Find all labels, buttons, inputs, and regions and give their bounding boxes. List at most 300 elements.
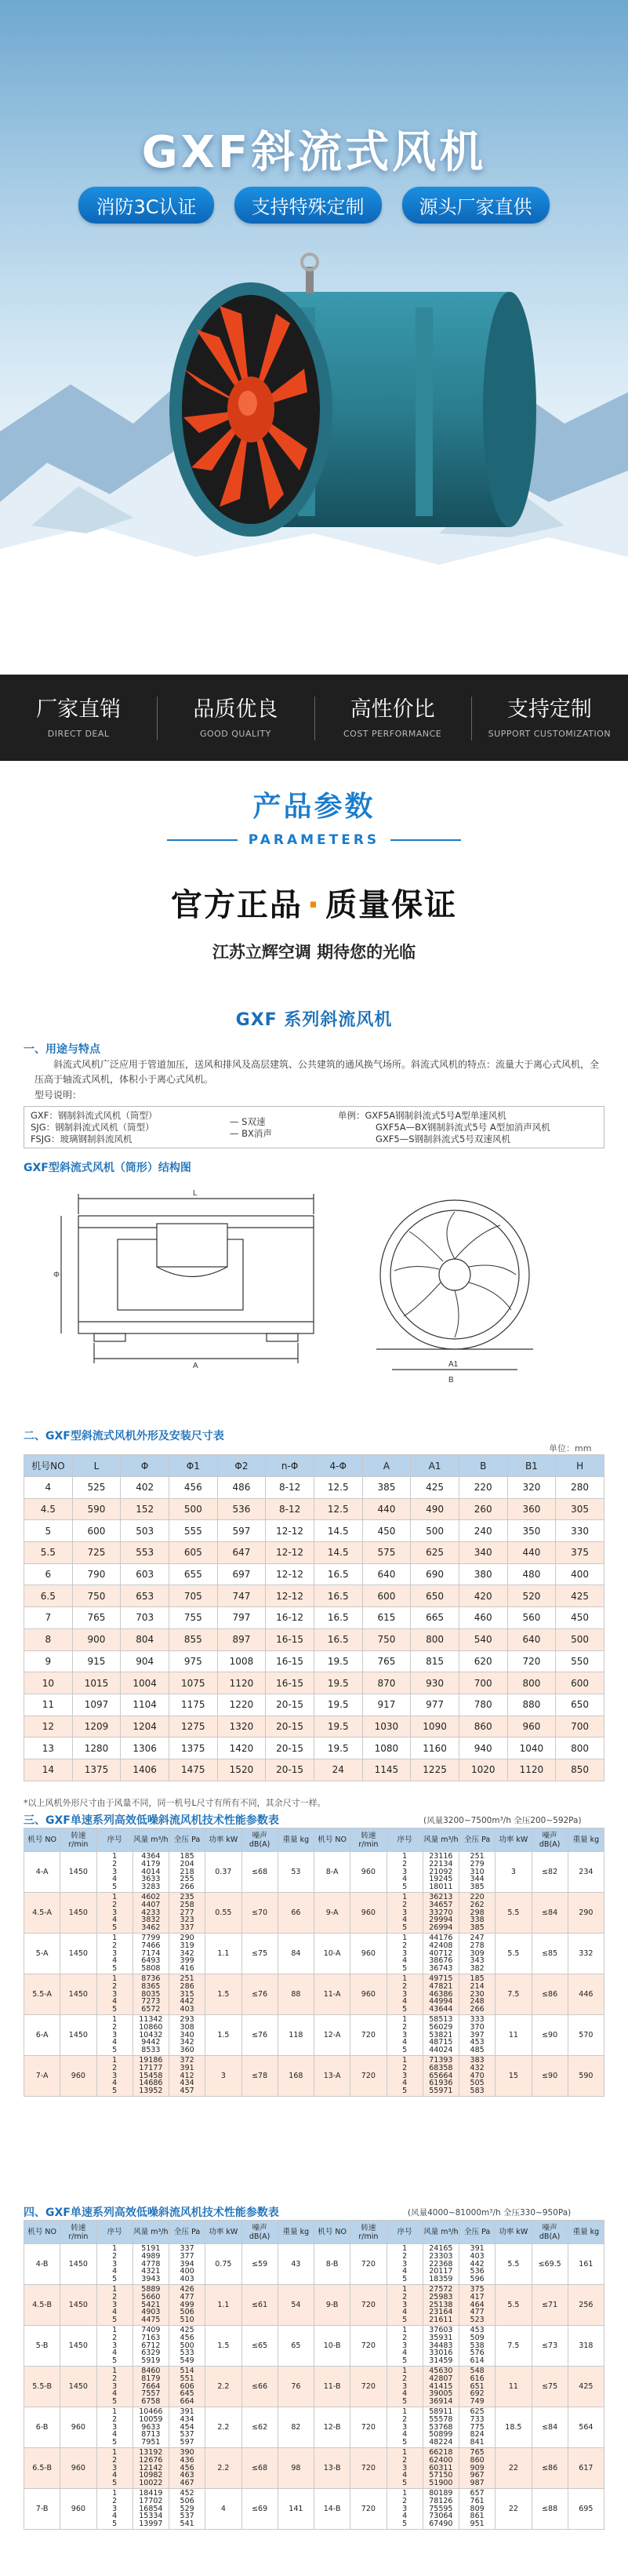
perf-cell: 720: [350, 2447, 387, 2488]
perf-cell: 66218 62400 60311 57150 51900: [423, 2447, 459, 2488]
perf-header-cell: 全压 Pa: [459, 1828, 496, 1852]
perf-cell: 0.37: [205, 1852, 241, 1893]
perf-cell: 19186 17177 15458 14686 13952: [132, 2055, 169, 2096]
dimension-table: [24, 1454, 604, 1781]
perf-cell: 8-A: [314, 1852, 350, 1893]
perf-header-cell: 功率 kW: [496, 2221, 532, 2244]
perf-cell: ≤88: [532, 2488, 568, 2529]
perf-cell: 247 278 309 343 382: [459, 1933, 496, 1974]
perf-cell: 2.2: [205, 2366, 241, 2407]
perf-cell: ≤84: [532, 2407, 568, 2447]
perf-cell: 1 2 3 4 5: [387, 2244, 423, 2285]
fan-product-image: [102, 235, 557, 565]
perf-cell: 84: [278, 1933, 314, 1974]
dim-cell: 800: [411, 1628, 459, 1650]
table-row: [24, 2284, 604, 2325]
perf-cell: 1 2 3 4 5: [387, 2284, 423, 2325]
perf-cell: 548 616 651 692 749: [459, 2366, 496, 2407]
perf-cell: 18419 17702 16854 15334 13997: [132, 2488, 169, 2529]
perf-cell: 1450: [60, 1933, 96, 1974]
perf-cell: 765 860 909 967 987: [459, 2447, 496, 2488]
perf-cell: 6-B: [24, 2407, 60, 2447]
perf-cell: 3: [205, 2055, 241, 2096]
dim-cell: 700: [459, 1672, 507, 1694]
perf-cell: 23116 22134 21092 19245 18011: [423, 1852, 459, 1893]
perf-cell: 98: [278, 2447, 314, 2488]
perf-cell: 54: [278, 2284, 314, 2325]
model-example-3: GXF5—S钢制斜流式5号双速风机: [376, 1133, 510, 1144]
dim-cell: 152: [121, 1498, 169, 1520]
perf-cell: 1 2 3 4 5: [96, 2447, 132, 2488]
perf-cell: 290: [568, 1892, 604, 1933]
dim-cell: 385: [362, 1477, 411, 1499]
perf-cell: 44176 42408 40712 38676 36743: [423, 1933, 459, 1974]
perf-cell: 7-B: [24, 2488, 60, 2529]
dim-cell: 420: [459, 1585, 507, 1607]
dim-cell: 503: [121, 1520, 169, 1542]
advantage-good-quality: 品质优良 GOOD QUALITY: [157, 675, 314, 761]
perf-cell: 960: [60, 2447, 96, 2488]
pill-3c-cert: 消防3C认证: [78, 187, 213, 224]
perf-header-cell: 全压 Pa: [169, 1828, 205, 1852]
perf-header-cell: 风量 m³/h: [423, 2221, 459, 2244]
perf-cell: 5.5: [496, 1933, 532, 1974]
dim-cell: 1080: [362, 1737, 411, 1759]
table-row: [24, 1852, 604, 1893]
table-row: [24, 1759, 604, 1781]
perf-cell: 1 2 3 4 5: [387, 2407, 423, 2447]
perf-cell: ≤61: [241, 2284, 278, 2325]
dim-cell: 360: [507, 1498, 556, 1520]
dim-cell: 1075: [169, 1672, 217, 1694]
dim-cell: 977: [411, 1694, 459, 1716]
perf-cell: 720: [350, 2407, 387, 2447]
perf-cell: 43: [278, 2244, 314, 2285]
dim-cell: 750: [362, 1628, 411, 1650]
dim-cell: 1160: [411, 1737, 459, 1759]
dim-cell: 780: [459, 1694, 507, 1716]
dim-cell: 5: [24, 1520, 73, 1542]
dim-cell: 1225: [411, 1759, 459, 1781]
perf-cell: 71393 68358 65664 61936 55971: [423, 2055, 459, 2096]
perf-cell: 720: [350, 2014, 387, 2055]
dim-cell: 20-15: [266, 1694, 314, 1716]
perf-header-cell: 机号 NO: [24, 2221, 60, 2244]
section-dimensions: 二、GXF型斜流式风机外形及安装尺寸表: [24, 1430, 224, 1443]
slogan-dot: ·: [307, 887, 321, 923]
dim-cell: 8-12: [266, 1498, 314, 1520]
table-row: [24, 1892, 604, 1933]
dim-cell: 4: [24, 1477, 73, 1499]
perf-cell: 12-B: [314, 2407, 350, 2447]
perf-cell: ≤62: [241, 2407, 278, 2447]
perf-cell: 0.55: [205, 1892, 241, 1933]
dim-cell: 647: [217, 1542, 266, 1564]
perf-cell: 7799 7466 7174 6493 5808: [132, 1933, 169, 1974]
dim-cell: 697: [217, 1563, 266, 1585]
perf-cell: ≤70: [241, 1892, 278, 1933]
perf-cell: 53: [278, 1852, 314, 1893]
params-header: [0, 784, 628, 848]
dim-cell: 8-12: [266, 1477, 314, 1499]
perf-table-4: [24, 2220, 604, 2530]
dim-cell: 750: [72, 1585, 121, 1607]
hero-banner: [0, 0, 628, 675]
feature-pills: [0, 187, 628, 224]
table-row: [24, 1542, 604, 1564]
dim-cell: 797: [217, 1607, 266, 1629]
dim-cell: 20-15: [266, 1737, 314, 1759]
perf-cell: 514 551 606 645 664: [169, 2366, 205, 2407]
perf-cell: 4-A: [24, 1852, 60, 1893]
perf-cell: 4602 4407 4233 3832 3462: [132, 1892, 169, 1933]
dim-header-cell: Φ: [121, 1455, 169, 1477]
perf-cell: 960: [350, 1933, 387, 1974]
structure-drawing: [47, 1177, 580, 1388]
perf-header-cell: 噪声 dB(A): [532, 1828, 568, 1852]
hero-title: GXF斜流式风机: [141, 127, 487, 178]
perf-header-cell: 全压 Pa: [169, 2221, 205, 2244]
perf-cell: 720: [350, 2325, 387, 2366]
perf-header-cell: 风量 m³/h: [423, 1828, 459, 1852]
perf-cell: 375 417 464 477 523: [459, 2284, 496, 2325]
perf-cell: 6-A: [24, 2014, 60, 2055]
perf-cell: 13192 12676 12142 10982 10022: [132, 2447, 169, 2488]
dim-cell: 897: [217, 1628, 266, 1650]
perf-header-cell: 功率 kW: [496, 1828, 532, 1852]
dim-cell: 1475: [169, 1759, 217, 1781]
usage-paragraph: 斜流式风机广泛应用于管道加压，送风和排风及高层建筑、公共建筑的通风换气场所。斜流式风机的特点：流量大于离心式风机，全压高于轴流式风机，体积小于离心式风机。: [34, 1059, 600, 1085]
perf-cell: ≤86: [532, 2447, 568, 2488]
dim-cell: 12-12: [266, 1520, 314, 1542]
perf-cell: 58513 56029 53821 48715 44024: [423, 2014, 459, 2055]
dim-cell: 12.5: [314, 1477, 362, 1499]
perf-cell: ≤69: [241, 2488, 278, 2529]
perf-cell: ≤66: [241, 2366, 278, 2407]
dim-header-cell: 机号NO: [24, 1455, 73, 1477]
dim-cell: 553: [121, 1542, 169, 1564]
dim-cell: 1040: [507, 1737, 556, 1759]
perf-cell: 8-B: [314, 2244, 350, 2285]
perf-cell: 65: [278, 2325, 314, 2366]
perf-cell: 5889 5660 5421 4903 4475: [132, 2284, 169, 2325]
dim-cell: 5.5: [24, 1542, 73, 1564]
perf-cell: 11-A: [314, 1974, 350, 2014]
dim-header-cell: B: [459, 1455, 507, 1477]
perf-cell: 13-A: [314, 2055, 350, 2096]
dim-cell: 605: [169, 1542, 217, 1564]
perf-cell: 9-A: [314, 1892, 350, 1933]
dim-cell: 560: [507, 1607, 556, 1629]
dim-cell: 1420: [217, 1737, 266, 1759]
perf-cell: 1.5: [205, 2325, 241, 2366]
perf-cell: 24165 23303 22368 20117 18359: [423, 2244, 459, 2285]
perf-cell: 11: [496, 2366, 532, 2407]
dim-cell: 19.5: [314, 1650, 362, 1672]
perf-cell: 185 204 218 255 266: [169, 1852, 205, 1893]
table-row: [24, 2055, 604, 2096]
perf-cell: 695: [568, 2488, 604, 2529]
dim-cell: 690: [411, 1563, 459, 1585]
perf-cell: 425 456 500 533 549: [169, 2325, 205, 2366]
dim-header-cell: Φ2: [217, 1455, 266, 1477]
drawing-title: GXF型斜流式风机（筒形）结构图: [24, 1162, 191, 1174]
dim-cell: 1280: [72, 1737, 121, 1759]
dim-cell: 653: [121, 1585, 169, 1607]
perf-cell: 391 434 454 537 597: [169, 2407, 205, 2447]
perf-cell: ≤84: [532, 1892, 568, 1933]
perf-cell: 1 2 3 4 5: [96, 1933, 132, 1974]
params-title-cn: 产品参数: [252, 791, 376, 823]
perf-cell: 960: [350, 1974, 387, 2014]
dim-cell: 650: [411, 1585, 459, 1607]
perf-cell: 4: [205, 2488, 241, 2529]
dim-cell: 460: [459, 1607, 507, 1629]
perf-header-cell: 噪声 dB(A): [532, 2221, 568, 2244]
dim-cell: 440: [362, 1498, 411, 1520]
dim-header-cell: n-Φ: [266, 1455, 314, 1477]
slogan: [0, 880, 628, 925]
svg-text:B: B: [448, 1376, 454, 1384]
perf-cell: 1 2 3 4 5: [387, 2366, 423, 2407]
perf-header-cell: 序号: [387, 2221, 423, 2244]
table-row: [24, 1716, 604, 1737]
perf-cell: ≤69.5: [532, 2244, 568, 2285]
divider-line-left: [167, 839, 238, 841]
dim-cell: 1275: [169, 1716, 217, 1737]
dim-cell: 975: [169, 1650, 217, 1672]
perf-cell: 1450: [60, 1892, 96, 1933]
perf-cell: 168: [278, 2055, 314, 2096]
perf-cell: 720: [350, 2366, 387, 2407]
perf-cell: 720: [350, 2488, 387, 2529]
perf-cell: 8460 8179 7664 7557 6758: [132, 2366, 169, 2407]
perf-cell: ≤76: [241, 1974, 278, 2014]
dim-cell: 800: [507, 1672, 556, 1694]
perf-cell: 235 258 277 323 337: [169, 1892, 205, 1933]
doc-title: GXF 系列斜流风机: [235, 1010, 393, 1030]
dim-header-cell: L: [72, 1455, 121, 1477]
perf-cell: 960: [60, 2407, 96, 2447]
perf-cell: 27572 25983 25138 23164 21611: [423, 2284, 459, 2325]
perf-3-range: (风量3200~7500m³/h 全压200~592Pa): [423, 1816, 582, 1825]
table-row: [24, 1607, 604, 1629]
perf-cell: ≤65: [241, 2325, 278, 2366]
perf-cell: ≤75: [241, 1933, 278, 1974]
table-row: [24, 1672, 604, 1694]
dim-header-cell: 4-Φ: [314, 1455, 362, 1477]
dim-cell: 536: [217, 1498, 266, 1520]
dim-cell: 700: [556, 1716, 604, 1737]
dim-cell: 19.5: [314, 1694, 362, 1716]
perf-cell: 1 2 3 4 5: [96, 2366, 132, 2407]
perf-cell: 82: [278, 2407, 314, 2447]
perf-header-cell: 序号: [96, 1828, 132, 1852]
perf-cell: 425: [568, 2366, 604, 2407]
table-row: [24, 1933, 604, 1974]
perf-cell: 1 2 3 4 5: [387, 2488, 423, 2529]
perf-cell: 76: [278, 2366, 314, 2407]
perf-cell: 45630 42807 41415 39005 36914: [423, 2366, 459, 2407]
dim-cell: 375: [556, 1542, 604, 1564]
perf-cell: 293 308 340 342 360: [169, 2014, 205, 2055]
dim-cell: 1008: [217, 1650, 266, 1672]
dim-cell: 20-15: [266, 1716, 314, 1737]
dim-cell: 870: [362, 1672, 411, 1694]
perf-cell: 1 2 3 4 5: [387, 2014, 423, 2055]
dim-cell: 555: [169, 1520, 217, 1542]
dim-cell: 450: [556, 1607, 604, 1629]
perf-cell: 1 2 3 4 5: [387, 1892, 423, 1933]
advantage-cost-performance: 高性价比 COST PERFORMANCE: [314, 675, 471, 761]
advantage-direct-deal: 厂家直销 DIRECT DEAL: [36, 697, 122, 739]
perf-cell: 1 2 3 4 5: [96, 2325, 132, 2366]
dim-cell: 16.5: [314, 1628, 362, 1650]
perf-cell: 1 2 3 4 5: [96, 2014, 132, 2055]
perf-cell: 220 262 298 338 385: [459, 1892, 496, 1933]
dim-cell: 500: [556, 1628, 604, 1650]
perf-cell: 391 403 442 536 596: [459, 2244, 496, 2285]
model-example-1: 单例：GXF5A钢制斜流式5号A型单速风机: [338, 1110, 506, 1121]
perf-cell: 5191 4989 4778 4321 3943: [132, 2244, 169, 2285]
perf-cell: ≤90: [532, 2055, 568, 2096]
perf-cell: 1 2 3 4 5: [387, 1933, 423, 1974]
perf-header-cell: 机号 NO: [314, 1828, 350, 1852]
dim-cell: 425: [411, 1477, 459, 1499]
table-row: [24, 1498, 604, 1520]
dim-cell: 9: [24, 1650, 73, 1672]
dim-cell: 220: [459, 1477, 507, 1499]
perf-cell: 5-A: [24, 1933, 60, 1974]
perf-cell: 11: [496, 2014, 532, 2055]
dim-cell: 1306: [121, 1737, 169, 1759]
dim-cell: 500: [169, 1498, 217, 1520]
perf-header-cell: 重量 kg: [568, 2221, 604, 2244]
dim-cell: 1004: [121, 1672, 169, 1694]
dim-cell: 19.5: [314, 1672, 362, 1694]
svg-text:A: A: [193, 1362, 198, 1370]
dim-cell: 550: [556, 1650, 604, 1672]
perf-cell: 185 214 230 248 266: [459, 1974, 496, 2014]
dim-cell: 14.5: [314, 1520, 362, 1542]
perf-cell: 960: [350, 1892, 387, 1933]
dim-cell: 765: [72, 1607, 121, 1629]
dim-cell: 13: [24, 1737, 73, 1759]
dim-cell: 603: [121, 1563, 169, 1585]
perf-header-cell: 风量 m³/h: [132, 1828, 169, 1852]
divider-line-right: [390, 839, 461, 841]
pill-custom: 支持特殊定制: [234, 187, 382, 224]
perf-header-cell: 重量 kg: [568, 1828, 604, 1852]
dim-cell: 12.5: [314, 1498, 362, 1520]
dim-cell: 14.5: [314, 1542, 362, 1564]
dim-cell: 1120: [217, 1672, 266, 1694]
dim-cell: 11: [24, 1694, 73, 1716]
perf-cell: 4-B: [24, 2244, 60, 2285]
perf-cell: 960: [350, 1852, 387, 1893]
model-desc-label: 型号说明：: [34, 1090, 82, 1101]
perf-cell: 161: [568, 2244, 604, 2285]
dim-cell: 12-12: [266, 1563, 314, 1585]
dim-cell: 755: [169, 1607, 217, 1629]
dim-cell: 1097: [72, 1694, 121, 1716]
perf-table-3: [24, 1828, 604, 2097]
dim-cell: 16-12: [266, 1607, 314, 1629]
perf-cell: 5.5-A: [24, 1974, 60, 2014]
dim-cell: 486: [217, 1477, 266, 1499]
perf-cell: 332: [568, 1933, 604, 1974]
perf-cell: 1.5: [205, 1974, 241, 2014]
dim-cell: 600: [72, 1520, 121, 1542]
dim-cell: 16-15: [266, 1650, 314, 1672]
perf-cell: 9-B: [314, 2284, 350, 2325]
dim-cell: 790: [72, 1563, 121, 1585]
model-sjg: SJG：钢制斜流式风机（筒型）: [31, 1122, 154, 1133]
perf-cell: 6.5-B: [24, 2447, 60, 2488]
perf-cell: 290 319 342 399 416: [169, 1933, 205, 1974]
perf-header-cell: 转速 r/min: [350, 1828, 387, 1852]
perf-cell: 1 2 3 4 5: [387, 2055, 423, 2096]
perf-cell: 8736 8365 8035 7273 6572: [132, 1974, 169, 2014]
dim-cell: 650: [556, 1694, 604, 1716]
perf-header-cell: 风量 m³/h: [132, 2221, 169, 2244]
perf-cell: 383 432 470 505 583: [459, 2055, 496, 2096]
perf-header-cell: 全压 Pa: [459, 2221, 496, 2244]
perf-cell: ≤73: [532, 2325, 568, 2366]
perf-cell: 11342 10860 10432 9442 8533: [132, 2014, 169, 2055]
perf-cell: 37603 35931 34483 33016 31459: [423, 2325, 459, 2366]
perf-cell: 7409 7163 6712 6329 5919: [132, 2325, 169, 2366]
dim-cell: 260: [459, 1498, 507, 1520]
perf-cell: 7.5: [496, 1974, 532, 2014]
dim-cell: 815: [411, 1650, 459, 1672]
dim-cell: 625: [411, 1542, 459, 1564]
perf-cell: 1450: [60, 2014, 96, 2055]
perf-cell: 1 2 3 4 5: [96, 1974, 132, 2014]
perf-cell: 1.5: [205, 2014, 241, 2055]
perf-cell: 372 391 412 434 457: [169, 2055, 205, 2096]
perf-cell: 234: [568, 1852, 604, 1893]
perf-header-cell: 噪声 dB(A): [241, 1828, 278, 1852]
model-fsjg: FSJG：玻璃钢制斜流风机: [31, 1133, 132, 1144]
dim-cell: 440: [507, 1542, 556, 1564]
table-row: [24, 1650, 604, 1672]
dim-header-cell: Φ1: [169, 1455, 217, 1477]
table-row: [24, 2244, 604, 2285]
dim-cell: 1220: [217, 1694, 266, 1716]
dim-cell: 1015: [72, 1672, 121, 1694]
section-perf-4: 四、GXF单速系列高效低噪斜流风机技术性能参数表: [24, 2207, 279, 2219]
perf-cell: 337 377 394 400 403: [169, 2244, 205, 2285]
perf-cell: 1 2 3 4 5: [387, 2325, 423, 2366]
dim-cell: 305: [556, 1498, 604, 1520]
perf-cell: 960: [60, 2488, 96, 2529]
unit-label: 单位：mm: [549, 1443, 592, 1454]
perf-cell: 4.5-A: [24, 1892, 60, 1933]
dim-cell: 904: [121, 1650, 169, 1672]
dim-cell: 1375: [169, 1737, 217, 1759]
dim-cell: 1175: [169, 1694, 217, 1716]
perf-cell: 5-B: [24, 2325, 60, 2366]
dim-cell: 960: [507, 1716, 556, 1737]
dim-cell: 340: [459, 1542, 507, 1564]
perf-cell: 720: [350, 2244, 387, 2285]
perf-cell: 15: [496, 2055, 532, 2096]
dim-cell: 6.5: [24, 1585, 73, 1607]
dim-cell: 725: [72, 1542, 121, 1564]
perf-cell: 1450: [60, 2325, 96, 2366]
model-suffix-bx: — BX消声: [230, 1128, 272, 1139]
